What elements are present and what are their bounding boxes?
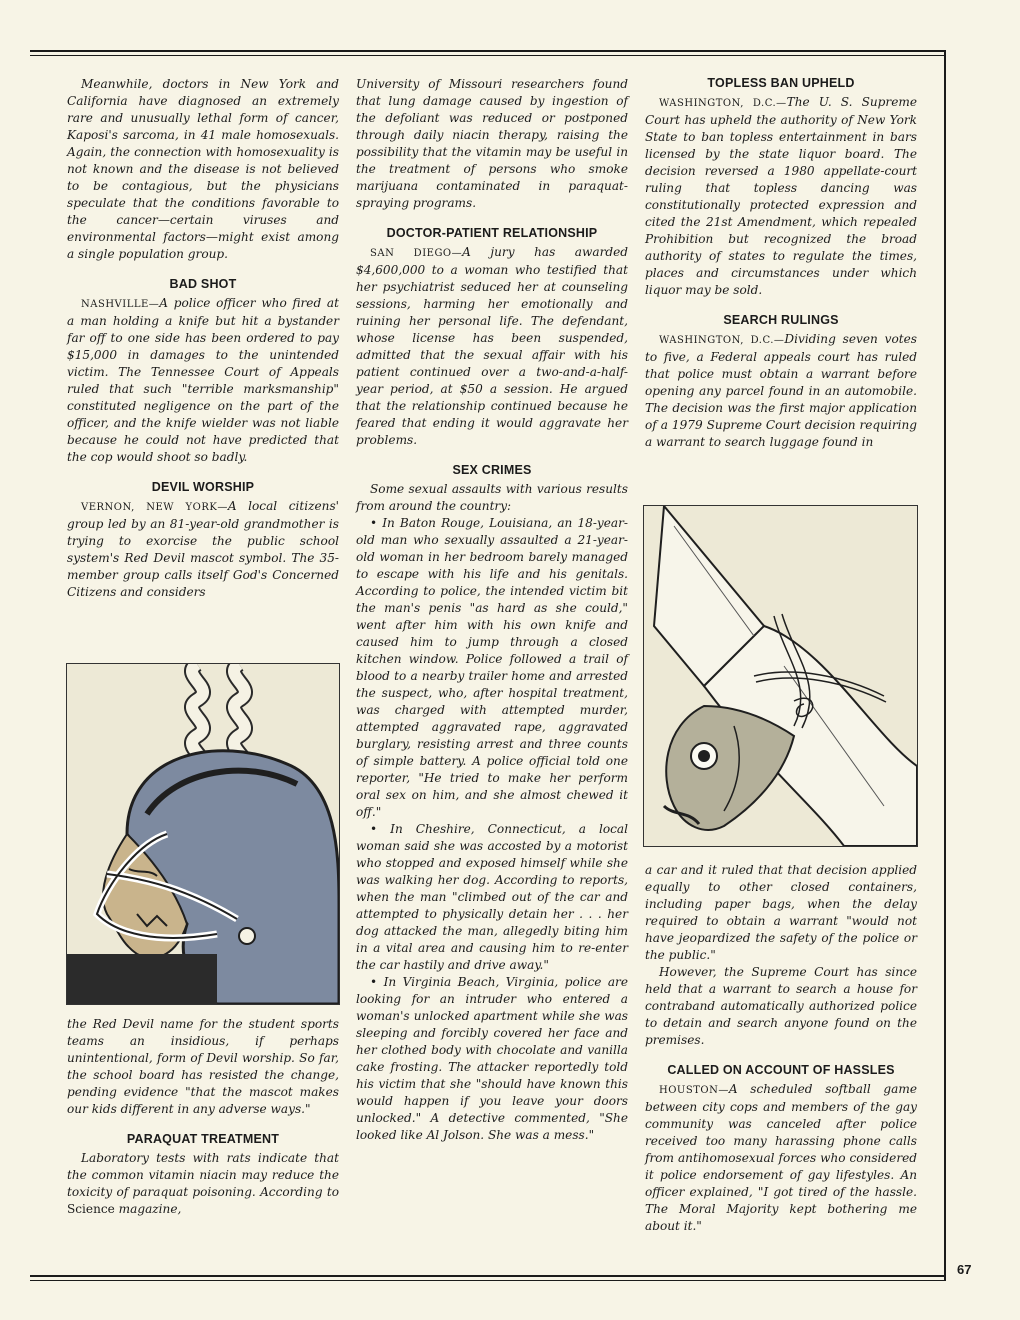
dateline: NASHVILLE— xyxy=(81,299,160,310)
heading-sex-crimes: SEX CRIMES xyxy=(452,463,532,477)
top-rule xyxy=(30,50,946,52)
column-1-lower xyxy=(67,1016,339,1218)
heading-bad-shot: BAD SHOT xyxy=(169,277,237,291)
topless-paragraph: WASHINGTON, D.C.—The U. S. Supreme Court has upheld the authority of New York State to ban topless entertainment in bars licensed by the state liquor board. The decision reversed a 1980 appellate-court ruling that topless dancing was constitutionally protected expression and cited the 21st Amendment, which repealed Prohibition but recognized the broad authority of states to regulate the times, places and circumstances under which liquor may be sold. xyxy=(645,95,917,297)
dateline: WASHINGTON, D.C.— xyxy=(659,98,787,109)
search-rulings-paragraph: WASHINGTON, D.C.—Dividing seven votes to five, a Federal appeals court has ruled that police must obtain a warrant before opening any parcel found in an automobile. The decision was the first major application of a 1979 Supreme Court decision requiring a warrant to search luggage found in xyxy=(645,332,917,449)
heading-devil-worship: DEVIL WORSHIP xyxy=(151,480,255,494)
bottom-rule xyxy=(30,1275,946,1277)
heading-paraquat: PARAQUAT TREATMENT xyxy=(126,1132,280,1146)
paraquat-paragraph: Laboratory tests with rats indicate that the common vitamin niacin may reduce the toxicity of paraquat poisoning. According to Science magazine, xyxy=(67,1151,339,1216)
bottom-rule-thin xyxy=(30,1280,946,1281)
top-rule-thin xyxy=(30,55,946,56)
column-2 xyxy=(356,76,628,1144)
bad-shot-paragraph: NASHVILLE—A police officer who fired at a man holding a knife but hit a bystander far off to one side has been ordered to pay $15,000 in damages to the unintended victim. The Tennessee Court of Appeals ruled that such "terrible marksmanship" constituted negligence on the part of the officer, and the knife wielder was not liable because he could not have predicted that the cop would shoot so badly. xyxy=(67,296,339,464)
search-rulings-continued: a car and it ruled that that decision applied equally to other closed containers, including paper bags, when the delay required to obtain a warrant "would not have jeopardized the safety of the police or the public." xyxy=(645,863,917,962)
search-rulings-continued-2: However, the Supreme Court has since held that a warrant to search a house for contraband automatically authorized police to detain and search anyone found on the premises. xyxy=(645,965,917,1047)
heading-hassles: CALLED ON ACCOUNT OF HASSLES xyxy=(667,1063,895,1077)
heading-topless: TOPLESS BAN UPHELD xyxy=(707,76,855,90)
devil-worship-continued: the Red Devil name for the student sports teams an insidious, if perhaps unintentional, form of Devil worship. So far, the school board has resisted the change, pending evidence "that the mascot makes our kids different in any adverse ways." xyxy=(67,1017,339,1116)
football-helmet-illustration xyxy=(66,663,340,1005)
sex-crimes-intro: Some sexual assaults with various results from around the country: xyxy=(356,482,628,513)
sex-crimes-item-3: • In Virginia Beach, Virginia, police are looking for an intruder who entered a woman's unlocked apartment while she was sleeping and forcibly covered her face and her clothed body with chocolate and vanilla cake frosting. The attacker reportedly told his victim that she "should have known this would happen if you leave your doors unlocked." A detective commented, "She looked like Al Jolson. She was a mess." xyxy=(356,975,628,1142)
column-3 xyxy=(645,76,917,451)
doctor-patient-paragraph: SAN DIEGO—A jury has awarded $4,600,000 to a woman who testified that her psychiatrist seduced her at counseling sessions, harming her emotionally and ruining her personal life. The defendant, whose license has been suspended, admitted that the sexual affair with his patient continued over a two-and-a-half-year period, at $50 a session. He argued that the relationship continued because he feared that ending it would aggravate her problems. xyxy=(356,245,628,447)
hassles-paragraph: HOUSTON—A scheduled softball game between city cops and members of the gay community was canceled after police received too many harassing phone calls from antihomosexual forces who considered it police endorsement of gay lifestyles. An officer explained, "I got tired of the hassle. The Moral Majority kept bothering me about it." xyxy=(645,1082,917,1233)
wrapped-fish-illustration xyxy=(643,505,918,847)
sex-crimes-item-2: • In Cheshire, Connecticut, a local woman said she was accosted by a motorist who stopped and exposed himself while she was walking her dog. According to reports, when the man "climbed out of the car and attempted to physically detain her . . . her dog attacked the man, allegedly biting him in a vital area and causing him to re-enter the car hastily and drive away." xyxy=(356,822,628,972)
column-1 xyxy=(67,76,339,601)
dateline: VERNON, NEW YORK— xyxy=(81,502,228,513)
page-number: 67 xyxy=(957,1262,972,1277)
devil-worship-paragraph: VERNON, NEW YORK—A local citizens' group led by an 81-year-old grandmother is trying to exorcise the public school system's Red Devil mascot symbol. The 35-member group calls itself God's Concerned Citizens and considers xyxy=(67,499,339,599)
sex-crimes-item-1: • In Baton Rouge, Louisiana, an 18-year-old man who sexually assaulted a 21-year-old woman in her bedroom barely managed to escape with his life and his genitals. According to police, the intended victim bit the man's penis "as hard as she could," went after him with his own knife and caused him to jump through a closed kitchen window. Police followed a trail of blood to a nearby trailer home and arrested the suspect, who, after hospital treatment, was charged with attempted murder, attempted aggravated rape, aggravated burglary, resisting arrest and three counts of simple battery. A police official told one reporter, "He tried to make her perform oral sex on him, and she almost chewed it off." xyxy=(356,516,628,819)
dateline: HOUSTON— xyxy=(659,1085,729,1096)
dateline: WASHINGTON, D.C.— xyxy=(659,335,785,346)
paraquat-continued: University of Missouri researchers found that lung damage caused by ingestion of the defoliant was reduced or postponed through daily niacin therapy, raising the possibility that the vitamin may be useful in the treatment of persons who smoke marijuana contaminated in paraquat-spraying programs. xyxy=(356,77,628,210)
column-3-lower xyxy=(645,862,917,1235)
heading-search-rulings: SEARCH RULINGS xyxy=(723,313,839,327)
dateline: SAN DIEGO— xyxy=(370,248,463,259)
heading-doctor-patient: DOCTOR-PATIENT RELATIONSHIP xyxy=(386,226,598,240)
right-rule xyxy=(944,50,946,1281)
kaposi-paragraph: Meanwhile, doctors in New York and California have diagnosed an extremely rare and unusually lethal form of cancer, Kaposi's sarcoma, in 41 male homosexuals. Again, the connection with homosexuality is not known and the disease is not believed to be contagious, but the physicians speculate that the conditions favorable to the cancer—certain viruses and environmental factors—might exist among a single population group. xyxy=(67,77,339,261)
